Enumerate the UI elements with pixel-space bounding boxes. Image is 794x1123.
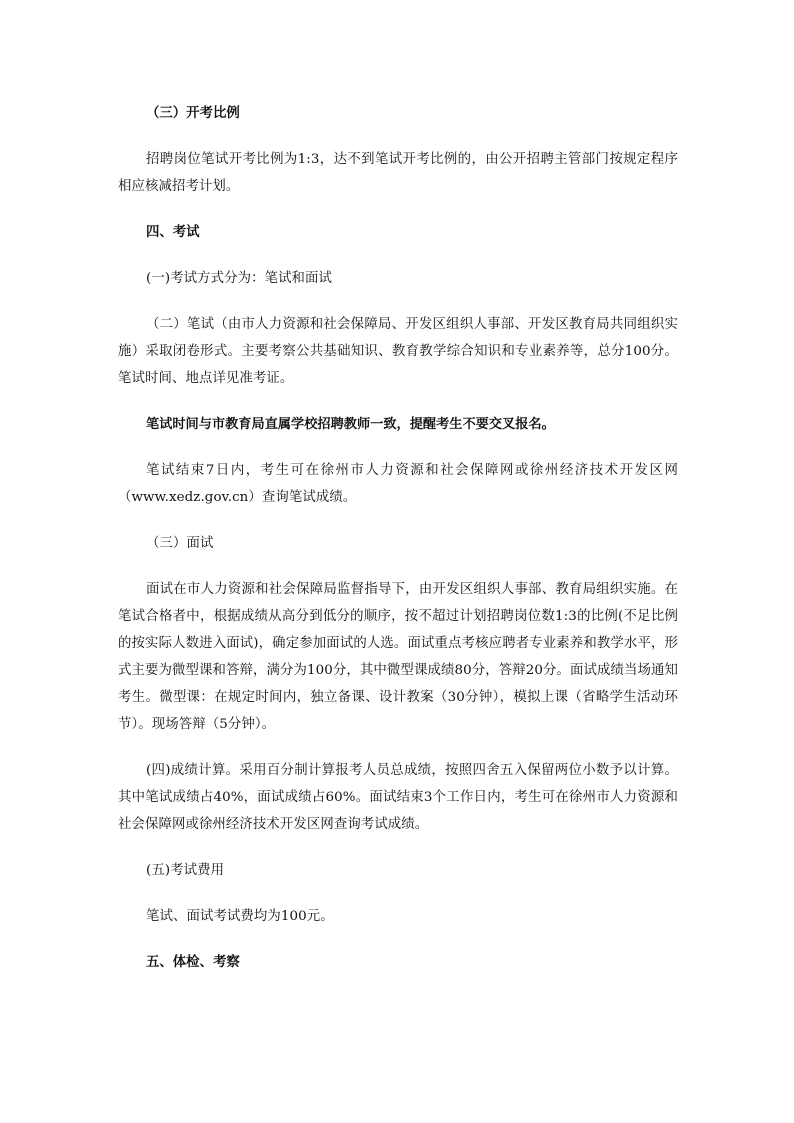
paragraph-written-result-query: 笔试结束7日内，考生可在徐州市人力资源和社会保障网或徐州经济技术开发区网（www.xedz.gov.cn）查询笔试成绩。: [118, 463, 678, 505]
paragraph-exam-method: (一)考试方式分为：笔试和面试: [146, 271, 333, 286]
subheading-interview: （三）面试: [146, 536, 214, 551]
paragraph-exam-ratio: 招聘岗位笔试开考比例为1:3，达不到笔试开考比例的，由公开招聘主管部门按规定程序相应核减招考计划。: [118, 152, 678, 194]
document-body: [118, 100, 678, 995]
paragraph-score-calculation: (四)成绩计算。采用百分制计算报考人员总成绩，按照四舍五入保留两位小数予以计算。其中笔试成绩占40%，面试成绩占60%。面试结束3个工作日内，考生可在徐州市人力资源和社会保障网或徐州经济技术开发区网查询考试成绩。: [118, 763, 678, 832]
subheading-exam-fee: (五)考试费用: [146, 863, 225, 878]
notice-no-cross-registration: 笔试时间与市教育局直属学校招聘教师一致，提醒考生不要交叉报名。: [146, 417, 555, 432]
paragraph-interview: 面试在市人力资源和社会保障局监督指导下，由开发区组织人事部、教育局组织实施。在笔试合格者中，根据成绩从高分到低分的顺序，按不超过计划招聘岗位数1:3的比例(不足比例的按实际人数进入面试)，确定参加面试的人选。面试重点考核应聘者专业素养和教学水平，形式主要为微型课和答辩，满分为100分，其中微型课成绩80分，答辩20分。面试成绩当场通知考生。微型课：在规定时间内，独立备课、设计教案（30分钟），模拟上课（省略学生活动环节）。现场答辩（5分钟）。: [118, 582, 678, 732]
section-heading-medical-check: 五、体检、考察: [146, 955, 240, 970]
paragraph-exam-fee: 笔试、面试考试费均为100元。: [146, 909, 334, 924]
section-heading-exam: 四、考试: [146, 225, 200, 240]
paragraph-written-exam: （二）笔试（由市人力资源和社会保障局、开发区组织人事部、开发区教育局共同组织实施）采取闭卷形式。主要考察公共基础知识、教育教学综合知识和专业素养等，总分100分。笔试时间、地点详见准考证。: [118, 317, 678, 386]
section-heading-exam-ratio: （三）开考比例: [146, 106, 240, 121]
